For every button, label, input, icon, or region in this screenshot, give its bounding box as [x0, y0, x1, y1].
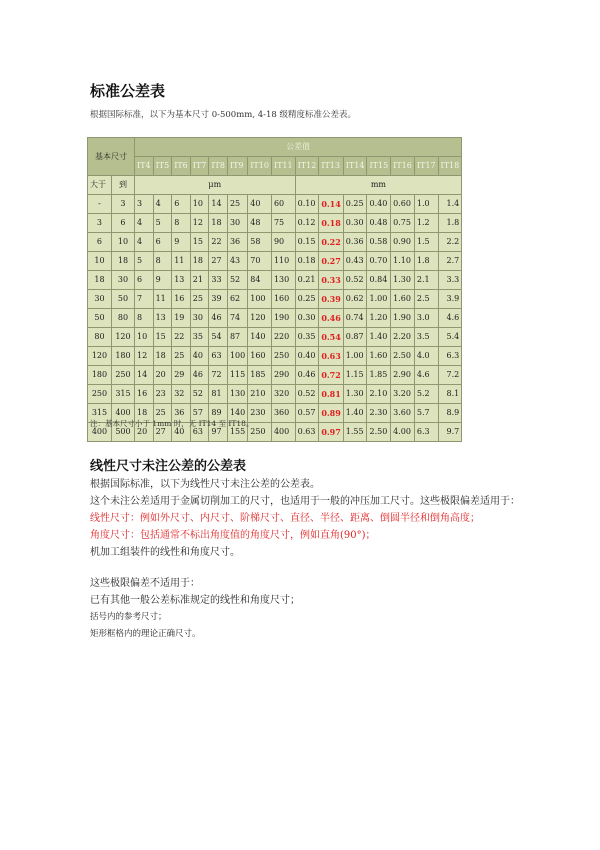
tolerance-cell: 36	[172, 404, 191, 423]
grade-header-it12: IT12	[295, 157, 319, 176]
tolerance-cell: 25	[227, 195, 247, 214]
size-to-cell: 10	[111, 233, 134, 252]
tolerance-cell: 6	[153, 233, 172, 252]
tolerance-cell: 1.00	[367, 290, 391, 309]
tolerance-cell: 13	[172, 271, 191, 290]
applicability-angular: 角度尺寸：包括通常不标出角度值的角度尺寸，例如直角(90°)；	[90, 530, 376, 541]
unit-um-label: μm	[135, 176, 296, 195]
tolerance-cell: 360	[271, 404, 295, 423]
tolerance-cell: 160	[271, 290, 295, 309]
tolerance-cell: 8	[135, 309, 154, 328]
tolerance-cell: 290	[271, 366, 295, 385]
tolerance-cell: 0.40	[295, 347, 319, 366]
tolerance-cell: 15	[153, 328, 172, 347]
tolerance-cell: 48	[248, 214, 272, 233]
section-title: 线性尺寸未注公差的公差表	[90, 459, 247, 474]
tolerance-cell: 10	[190, 195, 209, 214]
table-row	[88, 271, 462, 290]
tolerance-cell: 90	[271, 233, 295, 252]
tolerance-cell: 60	[271, 195, 295, 214]
tolerance-cell: 8	[172, 214, 191, 233]
tolerance-cell: 0.27	[319, 252, 343, 271]
paragraph: 矩形框格内的理论正确尺寸。	[90, 629, 201, 639]
tolerance-cell: 70	[248, 252, 272, 271]
tolerance-cell: 36	[227, 233, 247, 252]
tolerance-cell: 19	[172, 309, 191, 328]
tolerance-cell: 0.62	[343, 290, 367, 309]
table-row	[88, 328, 462, 347]
tolerance-cell: 8.9	[438, 404, 462, 423]
tolerance-cell: 0.22	[319, 233, 343, 252]
tolerance-cell: 0.46	[319, 309, 343, 328]
tolerance-cell: 0.30	[343, 214, 367, 233]
tolerance-cell: 39	[209, 290, 228, 309]
tolerance-cell: 23	[153, 385, 172, 404]
tolerance-cell: 18	[135, 404, 154, 423]
tolerance-cell: 40	[172, 423, 191, 442]
tolerance-cell: 230	[248, 404, 272, 423]
tolerance-cell: 0.25	[295, 290, 319, 309]
tolerance-cell: 11	[153, 290, 172, 309]
tolerance-cell: 0.81	[319, 385, 343, 404]
tolerance-cell: 1.55	[343, 423, 367, 442]
tolerance-cell: 0.25	[343, 195, 367, 214]
tolerance-cell: 0.35	[295, 328, 319, 347]
tolerance-cell: 11	[172, 252, 191, 271]
tolerance-cell: 1.8	[438, 214, 462, 233]
tolerance-cell: 13	[153, 309, 172, 328]
tolerance-cell: 2.50	[367, 423, 391, 442]
tolerance-cell: 2.50	[391, 347, 415, 366]
size-to-cell: 250	[111, 366, 134, 385]
tolerance-cell: 1.8	[414, 252, 438, 271]
tolerance-cell: 0.57	[295, 404, 319, 423]
tolerance-cell: 0.89	[319, 404, 343, 423]
unit-row	[88, 176, 462, 195]
tolerance-cell: 155	[227, 423, 247, 442]
tolerance-cell: 0.12	[295, 214, 319, 233]
tolerance-cell: 15	[190, 233, 209, 252]
tolerance-cell: 120	[248, 309, 272, 328]
size-from-cell: 250	[88, 385, 112, 404]
size-to-cell: 500	[111, 423, 134, 442]
to-label: 到	[111, 176, 134, 195]
tolerance-cell: 2.2	[438, 233, 462, 252]
grade-header-it14: IT14	[343, 157, 367, 176]
size-from-cell: 3	[88, 214, 112, 233]
grade-header-it15: IT15	[367, 157, 391, 176]
tolerance-cell: 320	[271, 385, 295, 404]
tolerance-cell: 2.30	[367, 404, 391, 423]
tolerance-cell: 0.15	[295, 233, 319, 252]
tolerance-cell: 58	[248, 233, 272, 252]
tolerance-cell: 1.10	[391, 252, 415, 271]
tolerance-cell: 1.0	[414, 195, 438, 214]
tolerance-cell: 1.40	[343, 404, 367, 423]
table-row	[88, 290, 462, 309]
tolerance-cell: 0.75	[391, 214, 415, 233]
tolerance-cell: 9.7	[438, 423, 462, 442]
tolerance-cell: 0.36	[343, 233, 367, 252]
tolerance-cell: 16	[172, 290, 191, 309]
tolerance-cell: 18	[190, 252, 209, 271]
tolerance-cell: 0.63	[319, 347, 343, 366]
tolerance-cell: 5.7	[414, 404, 438, 423]
tolerance-cell: 52	[190, 385, 209, 404]
tolerance-cell: 0.52	[295, 385, 319, 404]
tolerance-cell: 2.10	[367, 385, 391, 404]
tolerance-cell: 43	[227, 252, 247, 271]
tolerance-cell: 84	[248, 271, 272, 290]
size-to-cell: 50	[111, 290, 134, 309]
tolerance-cell: 0.97	[319, 423, 343, 442]
tolerance-cell: 1.4	[438, 195, 462, 214]
table-row	[88, 195, 462, 214]
tolerance-cell: 0.48	[367, 214, 391, 233]
paragraph: 已有其他一般公差标准规定的线性和角度尺寸；	[90, 595, 300, 606]
size-from-cell: 50	[88, 309, 112, 328]
tolerance-cell: 4	[135, 233, 154, 252]
tolerance-cell: 2.90	[391, 366, 415, 385]
tolerance-cell: 1.90	[391, 309, 415, 328]
grade-header-row	[88, 157, 462, 176]
table-header-row	[88, 138, 462, 157]
tolerance-cell: 2.5	[414, 290, 438, 309]
size-from-cell: 6	[88, 233, 112, 252]
grade-header-it9: IT9	[227, 157, 247, 176]
tolerance-cell: 130	[271, 271, 295, 290]
tolerance-cell: 35	[190, 328, 209, 347]
paragraph: 这些极限偏差不适用于：	[90, 578, 200, 589]
tolerance-cell: 0.33	[319, 271, 343, 290]
tolerance-cell: 1.15	[343, 366, 367, 385]
tolerance-cell: 14	[209, 195, 228, 214]
grade-header-it18: IT18	[438, 157, 462, 176]
paragraph: 这个未注公差适用于金属切削加工的尺寸，也适用于一般的冲压加工尺寸。这些极限偏差适用于：	[90, 496, 520, 507]
size-from-cell: 120	[88, 347, 112, 366]
tolerance-cell: 6	[135, 271, 154, 290]
paragraph: 根据国际标准，以下为线性尺寸未注公差的公差表。	[90, 479, 320, 490]
tolerance-cell: 1.40	[367, 328, 391, 347]
table-row	[88, 366, 462, 385]
tolerance-cell: 0.72	[319, 366, 343, 385]
tolerance-cell: 29	[172, 366, 191, 385]
tolerance-cell: 8	[153, 252, 172, 271]
tolerance-cell: 0.43	[343, 252, 367, 271]
size-to-cell: 400	[111, 404, 134, 423]
grade-header-it5: IT5	[153, 157, 172, 176]
tolerance-cell: 2.7	[438, 252, 462, 271]
tolerance-cell: 100	[248, 290, 272, 309]
size-from-cell: 400	[88, 423, 112, 442]
tolerance-cell: 1.30	[391, 271, 415, 290]
size-from-cell: -	[88, 195, 112, 214]
tolerance-cell: 63	[190, 423, 209, 442]
tolerance-cell: 250	[248, 423, 272, 442]
tolerance-cell: 3.60	[391, 404, 415, 423]
tolerance-cell: 1.85	[367, 366, 391, 385]
tolerance-cell: 74	[227, 309, 247, 328]
tolerance-cell: 0.70	[367, 252, 391, 271]
tolerance-cell: 0.10	[295, 195, 319, 214]
tolerance-cell: 33	[209, 271, 228, 290]
tolerance-cell: 0.39	[319, 290, 343, 309]
tolerance-cell: 0.18	[319, 214, 343, 233]
table-row	[88, 252, 462, 271]
grade-header-it10: IT10	[248, 157, 272, 176]
unit-mm-label: mm	[295, 176, 462, 195]
table-row	[88, 309, 462, 328]
tolerance-cell: 3.9	[438, 290, 462, 309]
tolerance-cell: 400	[271, 423, 295, 442]
tolerance-cell: 5	[135, 252, 154, 271]
tolerance-cell: 27	[209, 252, 228, 271]
grade-header-it13: IT13	[319, 157, 343, 176]
tolerance-cell: 100	[227, 347, 247, 366]
tolerance-cell: 8.1	[438, 385, 462, 404]
tolerance-cell: 0.14	[319, 195, 343, 214]
intro-text: 根据国际标准，以下为基本尺寸 0-500mm, 4-18 级精度标准公差表。	[90, 110, 357, 120]
size-from-cell: 80	[88, 328, 112, 347]
tolerance-cell: 3.0	[414, 309, 438, 328]
grade-header-it6: IT6	[172, 157, 191, 176]
tolerance-cell: 130	[227, 385, 247, 404]
tolerance-cell: 40	[248, 195, 272, 214]
grade-header-it16: IT16	[391, 157, 415, 176]
size-to-cell: 30	[111, 271, 134, 290]
paragraph: 括号内的参考尺寸；	[90, 612, 167, 622]
tolerance-cell: 160	[248, 347, 272, 366]
tolerance-cell: 18	[153, 347, 172, 366]
tolerance-cell: 4	[135, 214, 154, 233]
grade-header-it17: IT17	[414, 157, 438, 176]
tolerance-cell: 9	[153, 271, 172, 290]
tolerance-cell: 25	[153, 404, 172, 423]
tolerance-cell: 0.30	[295, 309, 319, 328]
tolerance-cell: 25	[172, 347, 191, 366]
tolerance-cell: 21	[190, 271, 209, 290]
tolerance-cell: 32	[172, 385, 191, 404]
tolerance-value-header: 公差值	[135, 138, 462, 157]
tolerance-cell: 185	[248, 366, 272, 385]
tolerance-cell: 1.30	[343, 385, 367, 404]
tolerance-cell: 4.6	[414, 366, 438, 385]
table-row	[88, 347, 462, 366]
tolerance-cell: 0.52	[343, 271, 367, 290]
tolerance-cell: 46	[209, 309, 228, 328]
tolerance-cell: 4.00	[391, 423, 415, 442]
tolerance-cell: 190	[271, 309, 295, 328]
applicability-linear: 线性尺寸：例如外尺寸、内尺寸、阶梯尺寸、直径、半径、距离、倒圆半径和倒角高度；	[90, 513, 480, 524]
tolerance-cell: 3	[135, 195, 154, 214]
tolerance-cell: 27	[153, 423, 172, 442]
tolerance-cell: 4.0	[414, 347, 438, 366]
tolerance-cell: 20	[153, 366, 172, 385]
size-from-cell: 180	[88, 366, 112, 385]
tolerance-cell: 10	[135, 328, 154, 347]
tolerance-cell: 14	[135, 366, 154, 385]
tolerance-cell: 25	[190, 290, 209, 309]
tolerance-cell: 97	[209, 423, 228, 442]
tolerance-cell: 0.60	[391, 195, 415, 214]
tolerance-cell: 0.87	[343, 328, 367, 347]
tolerance-cell: 1.00	[343, 347, 367, 366]
tolerance-cell: 12	[135, 347, 154, 366]
size-from-cell: 30	[88, 290, 112, 309]
grade-header-it4: IT4	[135, 157, 154, 176]
tolerance-cell: 2.1	[414, 271, 438, 290]
size-from-cell: 18	[88, 271, 112, 290]
tolerance-cell: 2.20	[391, 328, 415, 347]
size-to-cell: 120	[111, 328, 134, 347]
table-row	[88, 233, 462, 252]
tolerance-cell: 3.5	[414, 328, 438, 347]
tolerance-cell: 3.3	[438, 271, 462, 290]
table-note: 注：基本尺寸小于 1mm 时，无 IT14 至 IT18。	[90, 419, 254, 428]
tolerance-cell: 57	[190, 404, 209, 423]
tolerance-cell: 4	[153, 195, 172, 214]
tolerance-cell: 210	[248, 385, 272, 404]
section-body	[90, 476, 530, 643]
tolerance-cell: 6.3	[414, 423, 438, 442]
tolerance-cell: 40	[190, 347, 209, 366]
size-to-cell: 18	[111, 252, 134, 271]
tolerance-cell: 0.90	[391, 233, 415, 252]
tolerance-cell: 6.3	[438, 347, 462, 366]
tolerance-cell: 0.58	[367, 233, 391, 252]
tolerance-cell: 62	[227, 290, 247, 309]
tolerance-cell: 18	[209, 214, 228, 233]
tolerance-cell: 30	[227, 214, 247, 233]
tolerance-cell: 81	[209, 385, 228, 404]
tolerance-cell: 1.60	[367, 347, 391, 366]
tolerance-table	[87, 137, 462, 442]
tolerance-cell: 89	[209, 404, 228, 423]
tolerance-cell: 30	[190, 309, 209, 328]
tolerance-cell: 12	[190, 214, 209, 233]
size-to-cell: 3	[111, 195, 134, 214]
tolerance-cell: 5	[153, 214, 172, 233]
tolerance-cell: 110	[271, 252, 295, 271]
tolerance-cell: 1.2	[414, 214, 438, 233]
grade-header-it7: IT7	[190, 157, 209, 176]
tolerance-cell: 3.20	[391, 385, 415, 404]
paragraph: 机加工组装件的线性和角度尺寸。	[90, 547, 240, 558]
size-to-cell: 180	[111, 347, 134, 366]
tolerance-cell: 140	[248, 328, 272, 347]
table-row	[88, 385, 462, 404]
tolerance-cell: 20	[135, 423, 154, 442]
tolerance-cell: 4.6	[438, 309, 462, 328]
tolerance-cell: 63	[209, 347, 228, 366]
size-to-cell: 315	[111, 385, 134, 404]
page-title: 标准公差表	[90, 82, 166, 100]
tolerance-cell: 140	[227, 404, 247, 423]
grade-header-it11: IT11	[271, 157, 295, 176]
tolerance-cell: 0.54	[319, 328, 343, 347]
tolerance-cell: 0.40	[367, 195, 391, 214]
tolerance-cell: 5.4	[438, 328, 462, 347]
tolerance-cell: 22	[209, 233, 228, 252]
tolerance-cell: 0.84	[367, 271, 391, 290]
tolerance-cell: 0.21	[295, 271, 319, 290]
tolerance-cell: 115	[227, 366, 247, 385]
size-to-cell: 80	[111, 309, 134, 328]
tolerance-cell: 220	[271, 328, 295, 347]
basic-size-header: 基本尺寸	[88, 138, 135, 176]
tolerance-cell: 7.2	[438, 366, 462, 385]
tolerance-cell: 87	[227, 328, 247, 347]
tolerance-cell: 72	[209, 366, 228, 385]
size-from-cell: 315	[88, 404, 112, 423]
tolerance-cell: 1.20	[367, 309, 391, 328]
tolerance-cell: 0.74	[343, 309, 367, 328]
tolerance-cell: 0.46	[295, 366, 319, 385]
tolerance-cell: 16	[135, 385, 154, 404]
tolerance-cell: 1.60	[391, 290, 415, 309]
tolerance-cell: 54	[209, 328, 228, 347]
tolerance-cell: 1.5	[414, 233, 438, 252]
size-to-cell: 6	[111, 214, 134, 233]
table-row	[88, 214, 462, 233]
tolerance-cell: 7	[135, 290, 154, 309]
tolerance-cell: 46	[190, 366, 209, 385]
grade-header-it8: IT8	[209, 157, 228, 176]
tolerance-cell: 52	[227, 271, 247, 290]
tolerance-cell: 22	[172, 328, 191, 347]
tolerance-cell: 250	[271, 347, 295, 366]
tolerance-cell: 0.63	[295, 423, 319, 442]
tolerance-cell: 75	[271, 214, 295, 233]
tolerance-cell: 0.18	[295, 252, 319, 271]
size-from-cell: 10	[88, 252, 112, 271]
tolerance-cell: 6	[172, 195, 191, 214]
tolerance-cell: 5.2	[414, 385, 438, 404]
tolerance-cell: 9	[172, 233, 191, 252]
above-label: 大于	[88, 176, 112, 195]
